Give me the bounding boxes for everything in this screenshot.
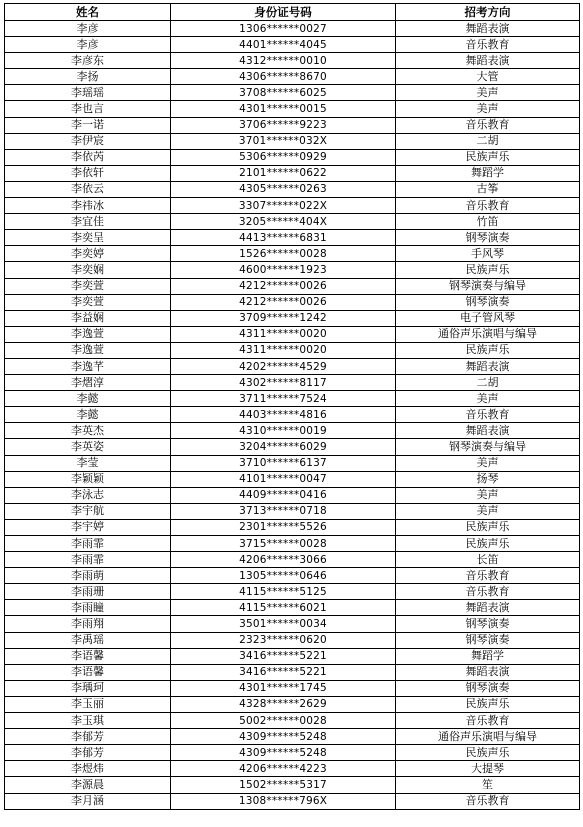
id-number-cell: 4301******1745 — [171, 680, 396, 696]
table-row — [5, 713, 580, 729]
id-number-cell: 3711******7524 — [171, 391, 396, 407]
name-cell: 李奕婷 — [5, 246, 171, 262]
name-cell: 李宜佳 — [5, 214, 171, 230]
major-cell: 大提琴 — [396, 761, 580, 777]
major-cell: 钢琴演奏 — [396, 294, 580, 310]
id-number-cell: 4212******0026 — [171, 294, 396, 310]
major-cell: 音乐教育 — [396, 37, 580, 53]
name-cell: 李伊宸 — [5, 133, 171, 149]
id-number-cell: 3713******0718 — [171, 503, 396, 519]
table-row — [5, 37, 580, 53]
major-cell: 美声 — [396, 85, 580, 101]
header-row — [5, 4, 580, 21]
name-cell: 李英姿 — [5, 439, 171, 455]
name-cell: 李也言 — [5, 101, 171, 117]
major-cell: 舞蹈表演 — [396, 358, 580, 374]
name-cell: 李雨翔 — [5, 616, 171, 632]
major-cell: 竹笛 — [396, 214, 580, 230]
table-row — [5, 117, 580, 133]
id-number-cell: 1306******0027 — [171, 21, 396, 37]
name-cell: 李懿 — [5, 391, 171, 407]
major-cell: 美声 — [396, 503, 580, 519]
major-cell: 民族声乐 — [396, 536, 580, 552]
name-cell: 李玉丽 — [5, 696, 171, 712]
table-row — [5, 407, 580, 423]
name-cell: 李彦东 — [5, 53, 171, 69]
id-number-cell: 3710******6137 — [171, 455, 396, 471]
major-cell: 钢琴演奏 — [396, 680, 580, 696]
major-cell: 民族声乐 — [396, 149, 580, 165]
name-cell: 李颖颖 — [5, 471, 171, 487]
table-row — [5, 777, 580, 793]
table-row — [5, 375, 580, 391]
name-cell: 李依轩 — [5, 165, 171, 181]
id-number-cell: 4600******1923 — [171, 262, 396, 278]
id-number-cell: 5002******0028 — [171, 713, 396, 729]
table-row — [5, 149, 580, 165]
name-cell: 李益娴 — [5, 310, 171, 326]
major-cell: 音乐教育 — [396, 117, 580, 133]
major-cell: 通俗声乐演唱与编导 — [396, 326, 580, 342]
name-cell: 李宇航 — [5, 503, 171, 519]
table-row — [5, 101, 580, 117]
major-cell: 音乐教育 — [396, 568, 580, 584]
name-cell: 李逸萱 — [5, 342, 171, 358]
major-cell: 二胡 — [396, 133, 580, 149]
major-cell: 笙 — [396, 777, 580, 793]
table-row — [5, 246, 580, 262]
major-cell: 民族声乐 — [396, 519, 580, 535]
name-cell: 李奕萱 — [5, 278, 171, 294]
id-number-cell: 4310******0019 — [171, 423, 396, 439]
major-cell: 民族声乐 — [396, 696, 580, 712]
table-row — [5, 165, 580, 181]
name-cell: 李莹 — [5, 455, 171, 471]
id-number-cell: 3501******0034 — [171, 616, 396, 632]
name-cell: 李依云 — [5, 181, 171, 197]
name-cell: 李雨珊 — [5, 584, 171, 600]
name-cell: 李逸萱 — [5, 326, 171, 342]
major-cell: 电子管风琴 — [396, 310, 580, 326]
id-number-cell: 1502******5317 — [171, 777, 396, 793]
major-cell: 长笛 — [396, 552, 580, 568]
id-number-cell: 4401******4045 — [171, 37, 396, 53]
id-number-cell: 4409******0416 — [171, 487, 396, 503]
id-number-cell: 4212******0026 — [171, 278, 396, 294]
id-number-cell: 3416******5221 — [171, 648, 396, 664]
name-cell: 李雨萌 — [5, 568, 171, 584]
major-cell: 美声 — [396, 455, 580, 471]
table-row — [5, 648, 580, 664]
id-number-cell: 3715******0028 — [171, 536, 396, 552]
major-cell: 音乐教育 — [396, 407, 580, 423]
table-row — [5, 85, 580, 101]
major-cell: 舞蹈表演 — [396, 600, 580, 616]
major-cell: 音乐教育 — [396, 198, 580, 214]
name-cell: 李月涵 — [5, 793, 171, 809]
id-number-cell: 4309******5248 — [171, 729, 396, 745]
name-cell: 李雨霏 — [5, 536, 171, 552]
name-cell: 李源晨 — [5, 777, 171, 793]
name-cell: 李奕呈 — [5, 230, 171, 246]
major-cell: 民族声乐 — [396, 745, 580, 761]
table-row — [5, 278, 580, 294]
major-cell: 舞蹈表演 — [396, 21, 580, 37]
major-cell: 古筝 — [396, 181, 580, 197]
name-cell: 李煜炜 — [5, 761, 171, 777]
id-number-cell: 4301******0015 — [171, 101, 396, 117]
id-number-cell: 4328******2629 — [171, 696, 396, 712]
major-cell: 舞蹈学 — [396, 165, 580, 181]
table-row — [5, 326, 580, 342]
name-cell: 李奕萱 — [5, 294, 171, 310]
name-cell: 李彦 — [5, 21, 171, 37]
id-number-cell: 3706******9223 — [171, 117, 396, 133]
table-row — [5, 519, 580, 535]
id-number-cell: 4206******3066 — [171, 552, 396, 568]
major-cell: 钢琴演奏 — [396, 230, 580, 246]
id-number-cell: 3205******404X — [171, 214, 396, 230]
major-cell: 舞蹈表演 — [396, 53, 580, 69]
name-cell: 李依芮 — [5, 149, 171, 165]
id-number-cell: 4413******6831 — [171, 230, 396, 246]
table-row — [5, 455, 580, 471]
table-row — [5, 310, 580, 326]
major-cell: 通俗声乐演唱与编导 — [396, 729, 580, 745]
header-major: 招考方向 — [396, 4, 580, 21]
table-row — [5, 230, 580, 246]
name-cell: 李泳志 — [5, 487, 171, 503]
id-number-cell: 1526******0028 — [171, 246, 396, 262]
major-cell: 舞蹈学 — [396, 648, 580, 664]
id-number-cell: 4312******0010 — [171, 53, 396, 69]
major-cell: 音乐教育 — [396, 713, 580, 729]
name-cell: 李玉琪 — [5, 713, 171, 729]
table-row — [5, 471, 580, 487]
major-cell: 扬琴 — [396, 471, 580, 487]
id-number-cell: 4101******0047 — [171, 471, 396, 487]
id-number-cell: 3307******022X — [171, 198, 396, 214]
id-number-cell: 1308******796X — [171, 793, 396, 809]
id-number-cell: 3204******6029 — [171, 439, 396, 455]
id-number-cell: 5306******0929 — [171, 149, 396, 165]
major-cell: 钢琴演奏与编导 — [396, 439, 580, 455]
id-number-cell: 4202******4529 — [171, 358, 396, 374]
name-cell: 李祎冰 — [5, 198, 171, 214]
table-row — [5, 294, 580, 310]
table-row — [5, 552, 580, 568]
id-number-cell: 4115******5125 — [171, 584, 396, 600]
table-row — [5, 793, 580, 809]
id-number-cell: 4403******4816 — [171, 407, 396, 423]
name-cell: 李熠淳 — [5, 375, 171, 391]
table-row — [5, 262, 580, 278]
table-row — [5, 342, 580, 358]
id-number-cell: 2323******0620 — [171, 632, 396, 648]
name-cell: 李禹瑶 — [5, 632, 171, 648]
major-cell: 民族声乐 — [396, 262, 580, 278]
table-row — [5, 664, 580, 680]
table-row — [5, 536, 580, 552]
name-cell: 李雨瞳 — [5, 600, 171, 616]
id-number-cell: 2301******5526 — [171, 519, 396, 535]
table-row — [5, 198, 580, 214]
name-cell: 李英杰 — [5, 423, 171, 439]
name-cell: 李懿 — [5, 407, 171, 423]
table-row — [5, 439, 580, 455]
major-cell: 音乐教育 — [396, 584, 580, 600]
id-number-cell: 1305******0646 — [171, 568, 396, 584]
table-row — [5, 680, 580, 696]
id-number-cell: 4311******0020 — [171, 326, 396, 342]
major-cell: 大管 — [396, 69, 580, 85]
name-cell: 李瑀珂 — [5, 680, 171, 696]
name-cell: 李郁芳 — [5, 745, 171, 761]
id-number-cell: 2101******0622 — [171, 165, 396, 181]
name-cell: 李语馨 — [5, 648, 171, 664]
name-cell: 李彦 — [5, 37, 171, 53]
table-row — [5, 745, 580, 761]
major-cell: 音乐教育 — [396, 793, 580, 809]
id-number-cell: 3708******6025 — [171, 85, 396, 101]
header-id-number: 身份证号码 — [171, 4, 396, 21]
name-cell: 李逸芊 — [5, 358, 171, 374]
table-row — [5, 761, 580, 777]
major-cell: 美声 — [396, 391, 580, 407]
id-number-cell: 4206******4223 — [171, 761, 396, 777]
major-cell: 美声 — [396, 487, 580, 503]
name-cell: 李郁芳 — [5, 729, 171, 745]
table-row — [5, 181, 580, 197]
table-row — [5, 503, 580, 519]
name-cell: 李扬 — [5, 69, 171, 85]
table-row — [5, 600, 580, 616]
major-cell: 钢琴演奏与编导 — [396, 278, 580, 294]
name-cell: 李宇婷 — [5, 519, 171, 535]
table-row — [5, 568, 580, 584]
major-cell: 手风琴 — [396, 246, 580, 262]
name-cell: 李一诺 — [5, 117, 171, 133]
table-row — [5, 696, 580, 712]
major-cell: 钢琴演奏 — [396, 632, 580, 648]
table-row — [5, 632, 580, 648]
table-row — [5, 729, 580, 745]
major-cell: 二胡 — [396, 375, 580, 391]
id-number-cell: 3701******032X — [171, 133, 396, 149]
table-row — [5, 487, 580, 503]
name-cell: 李瑶瑶 — [5, 85, 171, 101]
table-row — [5, 616, 580, 632]
id-number-cell: 4311******0020 — [171, 342, 396, 358]
major-cell: 舞蹈表演 — [396, 423, 580, 439]
name-cell: 李语馨 — [5, 664, 171, 680]
id-number-cell: 4309******5248 — [171, 745, 396, 761]
id-number-cell: 4302******8117 — [171, 375, 396, 391]
table-row — [5, 133, 580, 149]
id-number-cell: 3709******1242 — [171, 310, 396, 326]
major-cell: 美声 — [396, 101, 580, 117]
table-row — [5, 358, 580, 374]
table-row — [5, 584, 580, 600]
major-cell: 钢琴演奏 — [396, 616, 580, 632]
name-cell: 李雨霏 — [5, 552, 171, 568]
header-name: 姓名 — [5, 4, 171, 21]
id-number-cell: 4115******6021 — [171, 600, 396, 616]
table-row — [5, 21, 580, 37]
applicant-table — [4, 3, 580, 810]
id-number-cell: 3416******5221 — [171, 664, 396, 680]
name-cell: 李奕娴 — [5, 262, 171, 278]
table-body — [5, 21, 580, 810]
table-row — [5, 53, 580, 69]
major-cell: 民族声乐 — [396, 342, 580, 358]
table-row — [5, 391, 580, 407]
table-row — [5, 69, 580, 85]
major-cell: 舞蹈表演 — [396, 664, 580, 680]
id-number-cell: 4305******0263 — [171, 181, 396, 197]
table-row — [5, 423, 580, 439]
id-number-cell: 4306******8670 — [171, 69, 396, 85]
table-row — [5, 214, 580, 230]
